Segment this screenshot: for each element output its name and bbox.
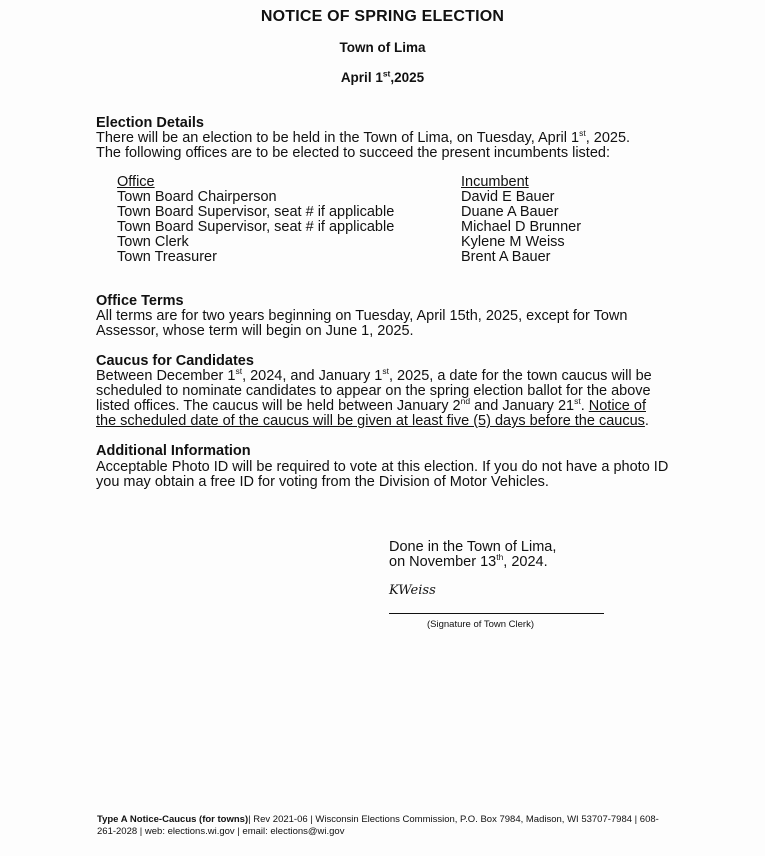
signature-line bbox=[389, 613, 604, 614]
signoff-block: Done in the Town of Lima, on November 13th, 2024. bbox=[389, 539, 557, 570]
caucus-notice-underlined: Notice of the scheduled date of the caucus will be given at least five (5) days before the caucus bbox=[96, 398, 646, 429]
incumbent-column bbox=[461, 175, 581, 265]
incumbent-header: Incumbent bbox=[461, 174, 529, 190]
form-footer: Type A Notice-Caucus (for towns)| Rev 2021-06 | Wisconsin Elections Commission, P.O. Box 7984, Madison, WI 53707-7984 | 608-261-2028 | web: elections.wi.gov | email: elections@wi.gov bbox=[97, 814, 659, 837]
office-cell: Town Board Supervisor, seat # if applicable bbox=[117, 219, 395, 235]
additional-info-text: Acceptable Photo ID will be required to vote at this election. If you do not have a photo ID you may obtain a free ID for voting from the Division of Motor Vehicles. bbox=[96, 459, 669, 490]
office-header: Office bbox=[117, 174, 155, 190]
election-date: April 1st,2025 bbox=[340, 68, 425, 85]
additional-info-heading: Additional Information bbox=[96, 443, 251, 459]
office-terms-heading: Office Terms bbox=[96, 293, 184, 309]
town-name: Town of Lima bbox=[339, 40, 426, 55]
office-cell: Town Board Chairperson bbox=[117, 189, 277, 205]
page-title: NOTICE OF SPRING ELECTION bbox=[260, 8, 505, 25]
caucus-heading: Caucus for Candidates bbox=[96, 353, 254, 369]
office-column bbox=[117, 175, 394, 265]
office-cell: Town Treasurer bbox=[117, 249, 217, 265]
election-details-heading: Election Details bbox=[96, 115, 204, 131]
incumbent-cell: Kylene M Weiss bbox=[461, 234, 565, 250]
election-details-text: There will be an election to be held in the Town of Lima, on Tuesday, April 1st, 2025. The following offices are to be elected to succeed the present incumbents listed: bbox=[96, 128, 631, 161]
office-cell: Town Clerk bbox=[117, 234, 189, 250]
office-terms-text: All terms are for two years beginning on Tuesday, April 15th, 2025, except for Town Assessor, whose term will begin on June 1, 2025. bbox=[96, 308, 628, 339]
incumbent-cell: Michael D Brunner bbox=[461, 219, 582, 235]
signature-caption: (Signature of Town Clerk) bbox=[427, 619, 535, 630]
incumbent-cell: David E Bauer bbox=[461, 189, 555, 205]
caucus-text: Between December 1st, 2024, and January 1st, 2025, a date for the town caucus will be scheduled to nominate candidates to appear on the spring election ballot for the above listed offices. The caucus will be held between January 2nd and January 21st. Notice of the scheduled date of the caucus will be given at least five (5) days before the caucus. bbox=[96, 366, 652, 429]
incumbent-cell: Duane A Bauer bbox=[461, 204, 559, 220]
office-cell: Town Board Supervisor, seat # if applicable bbox=[117, 204, 395, 220]
incumbent-cell: Brent A Bauer bbox=[461, 249, 551, 265]
clerk-signature: KWeiss bbox=[389, 583, 436, 598]
